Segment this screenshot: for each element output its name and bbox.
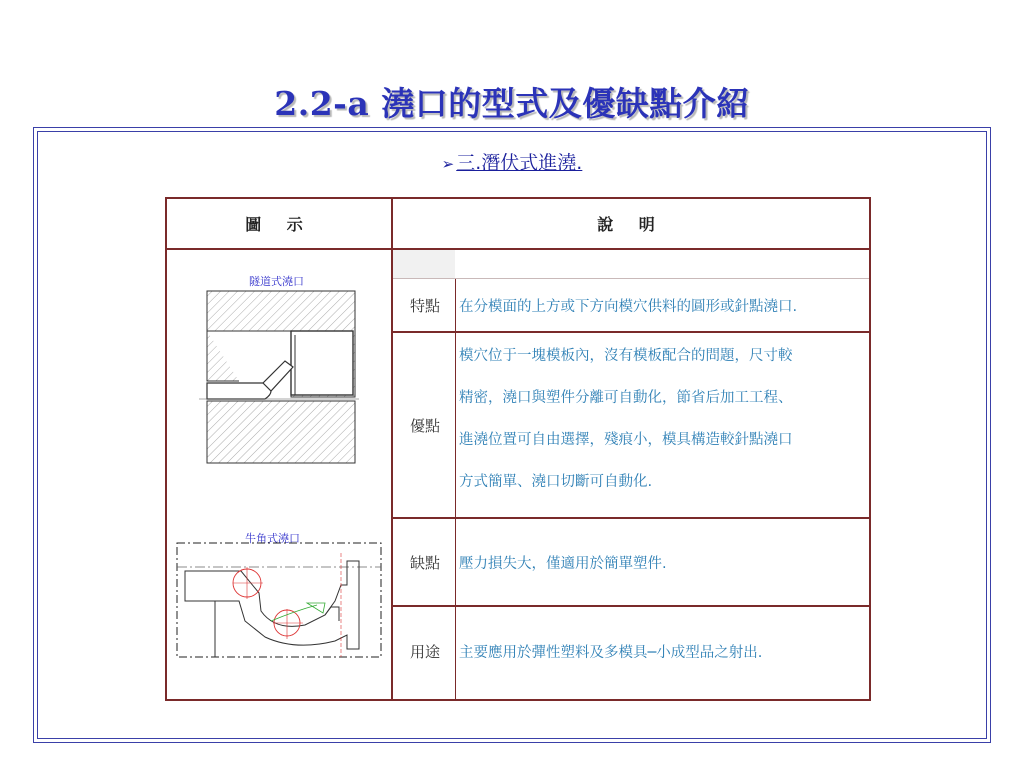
advantages-line-2: 精密，澆口與塑件分離可自動化，節省后加工工程、 — [459, 390, 793, 406]
row-text-applications — [459, 607, 865, 695]
row-text-advantages — [459, 333, 865, 519]
empty-row-label-cell — [393, 250, 455, 278]
cow-horn-gate-label: 牛角式澆口 — [245, 532, 300, 545]
row-label-features: 特點 — [409, 296, 440, 315]
row-label-disadvantages: 缺點 — [409, 553, 440, 572]
row-label-advantages: 優點 — [409, 416, 440, 435]
slide-title: 2.2-a 澆口的型式及優缺點介紹 — [274, 84, 750, 123]
row-label-applications: 用途 — [409, 642, 440, 661]
empty-row — [393, 250, 869, 278]
row-text-disadvantages — [459, 519, 865, 605]
advantages-line-1: 模穴位于一塊模板內，沒有模板配合的問題，尺寸較 — [459, 348, 793, 364]
arrow-bullet-icon: ➢ — [441, 155, 455, 173]
section-subtitle — [0, 148, 1024, 175]
tunnel-gate-diagram — [199, 287, 359, 467]
header-figure: 圖 示 — [167, 199, 393, 250]
applications-line: 主要應用於彈性塑料及多模具─小成型品之射出. — [459, 644, 763, 661]
advantages-line-3: 進澆位置可自由選擇，殘痕小，模具構造較針點澆口 — [459, 432, 793, 448]
header-description: 說 明 — [393, 199, 869, 250]
tunnel-gate-label: 隧道式澆口 — [249, 275, 304, 288]
gate-description-table — [165, 197, 871, 701]
advantages-line-4: 方式簡單、澆口切斷可自動化. — [459, 474, 653, 490]
label-column-divider — [455, 250, 456, 699]
row-text-features — [459, 279, 865, 331]
features-line: 在分模面的上方或下方向模穴供料的圓形或針點澆口. — [459, 298, 798, 315]
cow-horn-gate-diagram — [175, 541, 383, 661]
disadvantages-line: 壓力損失大，僅適用於簡單塑件. — [459, 555, 667, 572]
subtitle-text: 三.潛伏式進澆. — [456, 152, 583, 174]
